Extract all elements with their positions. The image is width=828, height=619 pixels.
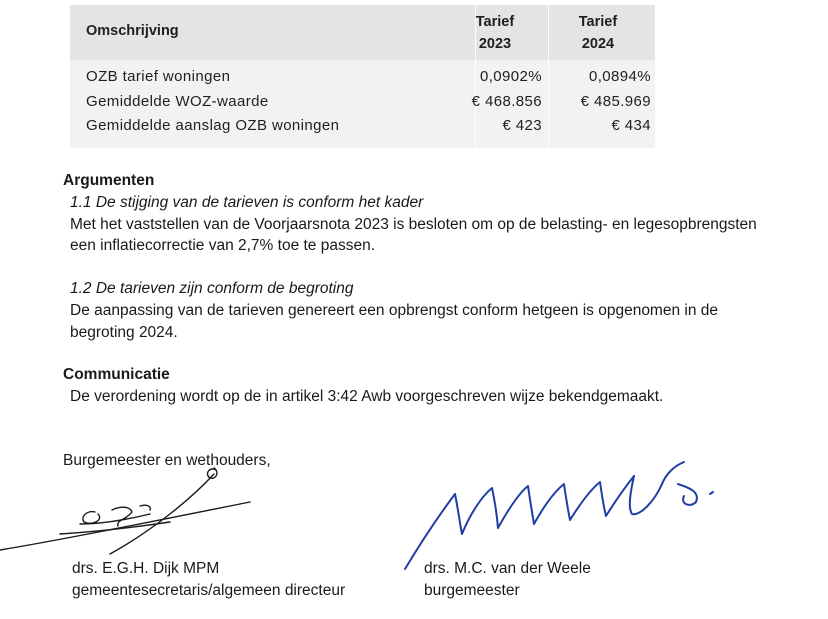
left-signatory-role: gemeentesecretaris/algemeen directeur [72,582,346,599]
argument-2-text-line2: begroting 2024. [70,324,178,341]
row-value-2024: € 485.969 [580,93,651,110]
argument-2-text-line1: De aanpassing van de tarieven genereert een opbrengst conform hetgeen is opgenomen in de [70,302,719,319]
row-value-2023: € 423 [502,117,542,134]
row-label: Gemiddelde WOZ-waarde [86,93,269,110]
header-2023 [460,11,530,55]
left-signature [0,462,260,557]
heading-argumenten: Argumenten [63,172,155,189]
header-2023-line2: 2023 [478,36,512,52]
row-label: Gemiddelde aanslag OZB woningen [86,117,340,134]
argument-1-text-line1: Met het vaststellen van de Voorjaarsnota 2023 is besloten om op de belasting- en legesopbrengsten [70,216,757,233]
header-2023-line1: Tarief [475,14,515,30]
header-2024-line1: Tarief [578,14,618,30]
row-value-2024: € 434 [611,117,651,134]
row-value-2023: 0,0902% [479,68,542,85]
tariff-table [70,5,655,148]
row-value-2024: 0,0894% [588,68,651,85]
heading-communicatie: Communicatie [63,366,170,383]
right-signatory-role: burgemeester [424,582,520,599]
right-signature [400,454,730,574]
communicatie-text: De verordening wordt op de in artikel 3:42 Awb voorgeschreven wijze bekendgemaakt. [70,388,664,405]
row-label: OZB tarief woningen [86,68,231,85]
left-signatory-name: drs. E.G.H. Dijk MPM [72,560,220,577]
header-2024 [563,11,633,55]
closing-line: Burgemeester en wethouders, [63,452,271,469]
header-2024-line2: 2024 [581,36,615,52]
right-signatory-name: drs. M.C. van der Weele [424,560,591,577]
argument-1-text-line2: een inflatiecorrectie van 2,7% toe te passen. [70,237,376,254]
argument-2-title: 1.2 De tarieven zijn conform de begroting [70,280,354,297]
header-description: Omschrijving [86,23,179,39]
row-value-2023: € 468.856 [471,93,542,110]
argument-1-title: 1.1 De stijging van de tarieven is conform het kader [70,194,424,211]
